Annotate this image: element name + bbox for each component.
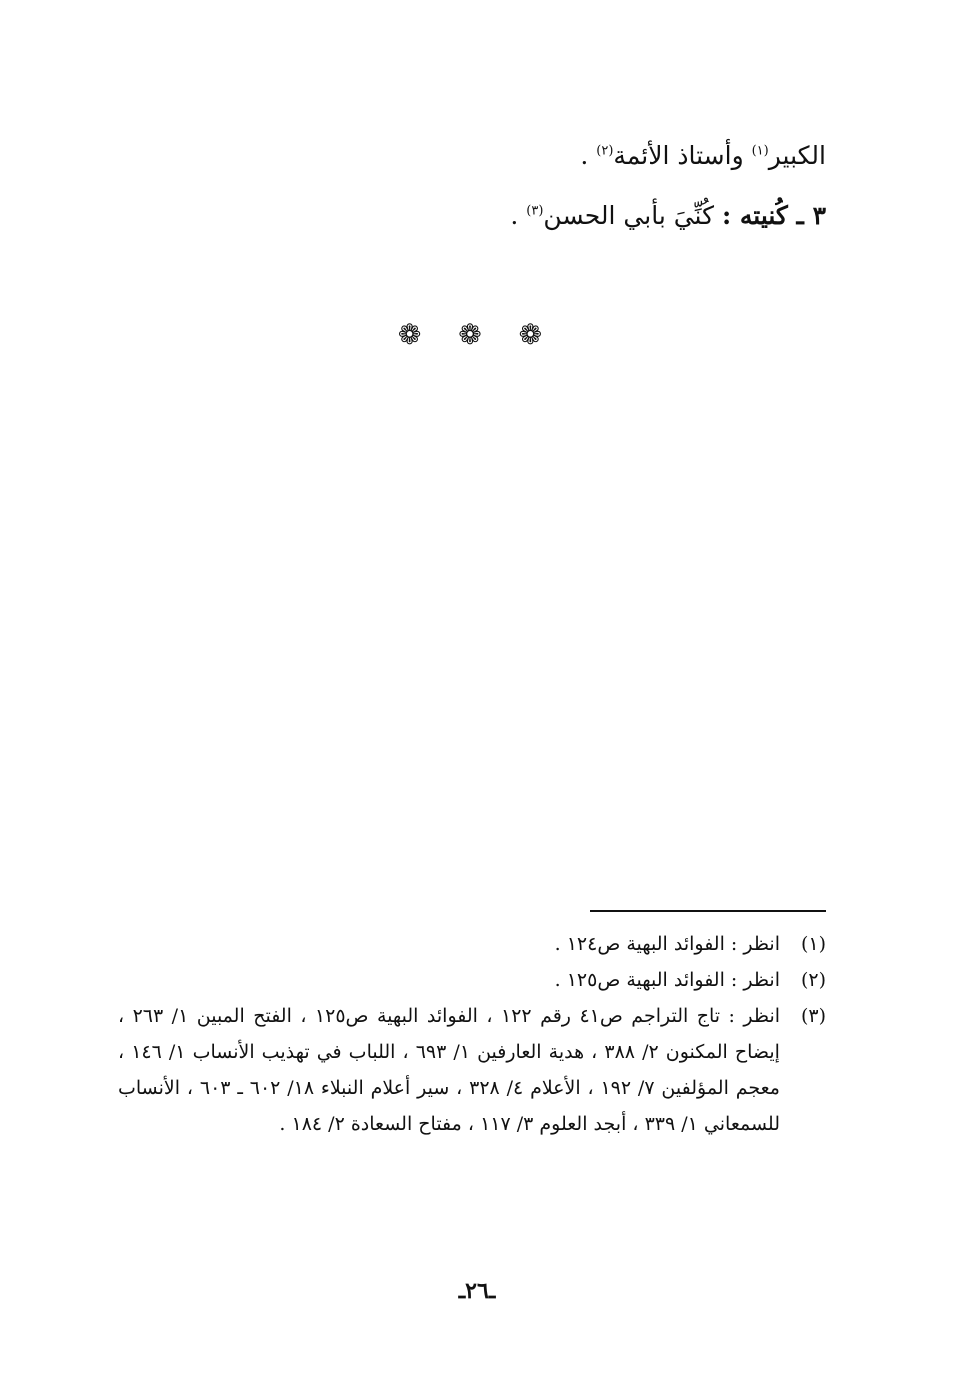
body-text: . <box>510 201 527 230</box>
body-text: . <box>580 141 597 170</box>
footnote-ref-1[interactable]: (١) <box>751 143 769 159</box>
footnote-text: انظر : تاج التراجم ص٤١ رقم ١٢٢ ، الفوائد البهية ص١٢٥ ، الفتح المبين ١/ ٢٦٣ ، إيضاح المكنون ٢/ ٣٨٨ ، هدية العارفين ١/ ٦٩٣ ، اللباب في تهذيب الأنساب ١/ ١٤٦ ، معجم المؤلفين ٧/ ١٩٢ ، الأعلام ٤/ ٣٢٨ ، سير أعلام النبلاء ١٨/ ٦٠٢ ـ ٦٠٣ ، الأنساب للسمعاني ١/ ٣٣٩ ، أبجد العلوم ٣/ ١١٧ ، مفتاح السعادة ٢/ ١٨٤ . <box>118 1005 781 1135</box>
body-text: كُنِّيَ بأبي الحسن <box>543 201 722 230</box>
body-text: الكبير <box>768 141 826 170</box>
footnote-text: انظر : الفوائد البهية ص١٢٥ . <box>554 969 780 991</box>
footnote-item <box>118 998 826 1142</box>
ornament-separator-icon: ❁ ❁ ❁ <box>397 318 557 351</box>
footnote-ref-2[interactable]: (٢) <box>596 143 614 159</box>
footnote-text: انظر : الفوائد البهية ص١٢٤ . <box>554 933 780 955</box>
footnote-number: (٣) <box>800 1005 826 1027</box>
footnote-ref-3[interactable]: (٣) <box>526 203 544 219</box>
footnote-divider <box>590 910 826 912</box>
footnotes <box>118 926 826 1142</box>
page-number: ـ٢٦ـ <box>458 1278 496 1304</box>
footnote-item <box>118 962 826 998</box>
section-heading: ٣ ـ كُنيته : <box>721 201 826 230</box>
body-text: وأستاذ الأئمة <box>613 141 752 170</box>
body-text-line-1 <box>126 136 826 176</box>
footnote-number: (١) <box>800 933 826 955</box>
body-text-line-2 <box>126 196 826 236</box>
footnote-number: (٢) <box>800 969 826 991</box>
footnote-item <box>118 926 826 962</box>
